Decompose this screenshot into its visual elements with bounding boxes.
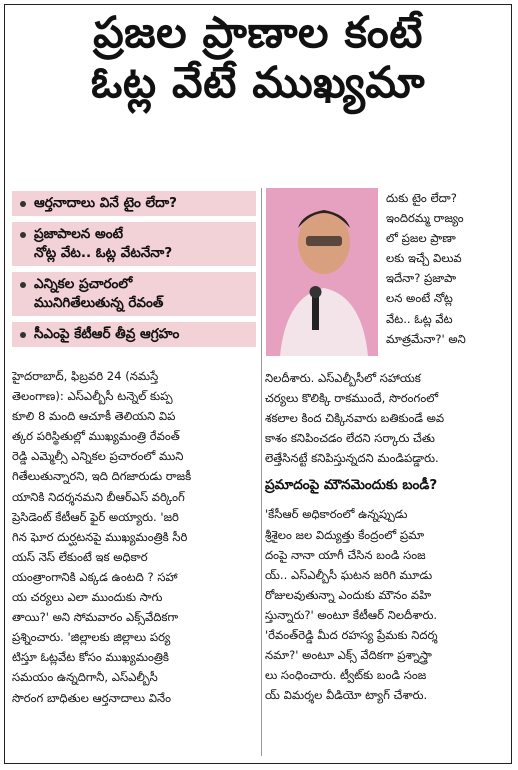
person-speaking-illustration bbox=[266, 188, 378, 356]
text-line: తాయి?' అని సోమవారం ఎక్స్‌వేదికగా bbox=[12, 610, 179, 625]
bullet-icon bbox=[20, 282, 26, 288]
text-line: సొరంగ బాధితుల ఆర్తనాదాలు వినేం bbox=[12, 690, 171, 705]
headline bbox=[8, 8, 508, 108]
text-line: యస్ నెస్ లేకుంటే ఇక అధికార bbox=[12, 549, 148, 564]
highlight-text: సీఎంపై కేటీఆర్ తీవ్ర ఆగ్రహం bbox=[34, 326, 180, 342]
bullet-icon bbox=[20, 232, 26, 238]
headline-line-2: ఓట్ల వేటే ముఖ్యమా bbox=[90, 58, 426, 108]
text-line: శకలాల కింద చిక్కినవారు బతికుండే అవ bbox=[265, 411, 445, 426]
text-line: దుకు టైం లేదా? bbox=[386, 191, 457, 205]
highlight-text: మునిగితేలుతున్న రేవంత్ bbox=[34, 295, 164, 311]
headline-line-1: ప్రజల ప్రాణాల కంటే bbox=[93, 8, 423, 58]
text-line: ఇదేనా? ప్రజాపా bbox=[386, 271, 457, 286]
bullet-icon bbox=[20, 201, 26, 207]
text-line: యానికి నిదర్శనమని బీఆర్ఎస్ వర్కింగ్ bbox=[12, 489, 185, 504]
highlight-item bbox=[12, 269, 256, 319]
highlight-item bbox=[12, 319, 256, 350]
text-line: టిస్తూ ఓట్లవేట కోసం ముఖ్యమంత్రికి bbox=[12, 650, 169, 665]
text-line: దంపై నానా యాగీ చేసిన బండి సంజ bbox=[265, 547, 426, 562]
text-line: లు సంధించారు. ట్వీట్‌కు బండి సంజ bbox=[265, 668, 427, 683]
text-line: లో ప్రజల ప్రాణా bbox=[386, 231, 456, 246]
text-line: లకు ఇచ్చే విలువ bbox=[386, 251, 462, 266]
text-line: లెత్తేసినట్టే కనిపిస్తున్నదని మండిపడ్డారు. bbox=[265, 451, 439, 466]
text-line: య్.. ఎస్ఎల్బీసీ ఘటన జరిగి మూడు bbox=[265, 567, 433, 582]
text-line: మాత్రమేనా?' అని bbox=[386, 331, 466, 346]
bullet-icon bbox=[20, 332, 26, 338]
column-divider bbox=[261, 188, 262, 756]
right-column bbox=[265, 368, 508, 705]
highlight-text: ఎన్నికల ప్రచారంలో bbox=[34, 276, 133, 292]
highlights-box bbox=[12, 188, 256, 350]
text-line: రెడ్డి ఎమ్మెల్సీ ఎన్నికల ప్రచారంలో ముని bbox=[12, 449, 184, 464]
text-line: రోజులవుతున్నా ఎందుకు మౌనం వహి bbox=[265, 587, 432, 602]
right-top-column bbox=[386, 188, 506, 349]
text-line: సమయం ఉన్నదిగానీ, ఎస్ఎల్బీసీ bbox=[12, 670, 158, 685]
text-line: య్ విమర్శల వీడియో ట్యాగ్ చేశారు. bbox=[265, 688, 428, 703]
text-line: శ్రీశైలం జల విద్యుత్తు కేంద్రంలో ప్రమా bbox=[265, 527, 425, 542]
text-line: లన అంటే నోట్ల bbox=[386, 291, 453, 306]
highlight-item bbox=[12, 219, 256, 269]
ktr-photo bbox=[266, 188, 378, 356]
highlight-text: ఆర్తనాదాలు వినే టైం లేదా? bbox=[34, 195, 177, 211]
text-line: హైదరాబాద్, ఫిబ్రవరి 24 (నమస్తే bbox=[12, 369, 159, 383]
text-line: స్తున్నారు?' అంటూ కేటీఆర్ నిలదీశారు. bbox=[265, 607, 438, 622]
text-line: ప్రశ్నించారు. 'జిల్లాలకు జిల్లాలు పర్య bbox=[12, 630, 171, 645]
text-line: య చర్యలు ఎలా ముందుకు సాగు bbox=[12, 590, 163, 605]
text-line: నమా?' అంటూ ఎక్స్ వేదికగా ప్రశ్నాస్త్రా bbox=[265, 648, 432, 663]
text-line: యంత్రాంగానికి ఎక్కడ ఉంటది ? సహా bbox=[12, 569, 178, 584]
highlight-text: ప్రజాపాలన అంటే bbox=[34, 226, 124, 242]
section-subhead: ప్రమాదంపై మౌనమెందుకు బండీ? bbox=[265, 477, 438, 494]
highlight-item bbox=[12, 188, 256, 219]
highlight-text: నోట్ల వేట.. ఓట్ల వేటనేనా? bbox=[34, 245, 173, 261]
text-line: కాశం కనిపించడం లేదని సర్కారు చేతు bbox=[265, 431, 435, 446]
text-line: ఇందిరమ్మ రాజ్యం bbox=[386, 211, 464, 226]
text-line: నిలదీశారు. ఎస్ఎల్బీసీలో సహాయక bbox=[265, 371, 421, 385]
text-line: తెలంగాణ): ఎస్ఎల్బీసీ టన్నెల్ కుప్ప bbox=[12, 389, 173, 404]
text-line: త్కర పరిస్థితుల్లో ముఖ్యమంత్రి రేవంత్ bbox=[12, 429, 180, 444]
left-column bbox=[12, 366, 258, 708]
text-line: వేట.. ఓట్ల వేట bbox=[386, 311, 453, 326]
text-line: 'రేవంత్‌రెడ్డి మీద రహస్య ప్రేమకు నిదర్శ bbox=[265, 628, 438, 643]
text-line: ప్రెసిడెంట్ కేటీఆర్ ఫైర్ అయ్యారు. 'జరి bbox=[12, 509, 179, 524]
text-line: కూలి 8 మంది ఆచూకీ తెలియని విప bbox=[12, 409, 176, 424]
text-line: చర్యలు కొలిక్కి రాకముందే, సొరంగంలో bbox=[265, 391, 439, 406]
text-line: గితేలుతున్నారని, ఇది దిగజారుడు రాజకీ bbox=[12, 469, 192, 484]
text-line: గిన ఘోర దుర్ఘటనపై ముఖ్యమంత్రికి సీరి bbox=[12, 529, 188, 544]
text-line: 'కేసీఆర్ అధికారంలో ఉన్నప్పుడు bbox=[265, 507, 408, 522]
